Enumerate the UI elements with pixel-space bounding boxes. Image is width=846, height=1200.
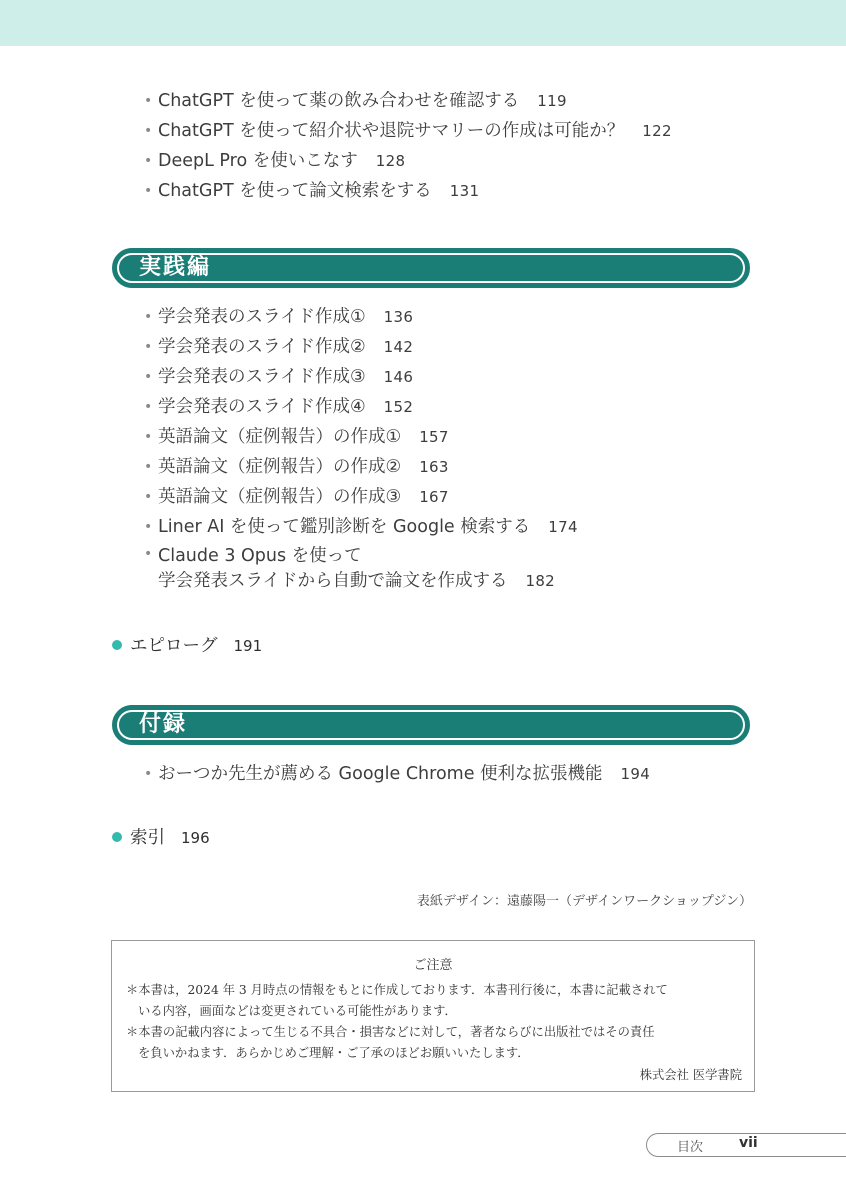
toc-item-page: 136 [383,308,414,326]
bullet-icon: • [144,519,153,535]
toc-item-title: DeepL Pro を使いこなす [158,151,358,171]
toc-item-title: ChatGPT を使って論文検索をする [158,181,432,201]
toc-item[interactable] [142,452,578,482]
toc-item-title: おーつか先生が薦める Google Chrome 便利な拡張機能 [158,764,603,784]
bullet-icon: • [144,123,153,139]
bullet-icon: • [144,766,153,782]
toc-item[interactable] [142,512,578,542]
toc-item[interactable] [142,542,578,594]
section-header-jissen [112,248,750,288]
toc-item-title: 学会発表のスライド作成④ [158,397,366,417]
bullet-icon: • [144,153,153,169]
toc-item-page: 152 [383,398,414,416]
toc-item-title: 英語論文（症例報告）の作成② [158,457,402,477]
dot-bullet-icon [112,640,122,650]
toc-item-page: 174 [548,518,578,536]
toc-item-title: ChatGPT を使って薬の飲み合わせを確認する [158,91,520,111]
toc-item[interactable] [142,302,578,332]
dot-bullet-icon [112,832,122,842]
toc-item-page: 194 [620,765,651,783]
notice-line: を負いかねます．あらかじめご理解・ご了承のほどお願いいたします． [138,1046,530,1060]
folio-section: 目次 [677,1140,704,1155]
entry-page: 196 [181,829,210,847]
toc-item-page: 157 [419,428,449,446]
publisher-name: 株式会社 医学書院 [639,1068,742,1082]
section-title: 実践編 [139,255,212,280]
toc-entry-epilogue[interactable] [112,634,262,658]
toc-list-furoku [142,759,650,789]
toc-item-title: 学会発表のスライド作成① [158,307,366,327]
toc-item-title: 学会発表のスライド作成③ [158,367,366,387]
toc-item[interactable] [142,759,650,789]
page-folio [646,1133,846,1157]
toc-item[interactable] [142,422,578,452]
toc-item-title-line2: 学会発表スライドから自動で論文を作成する [158,571,508,591]
toc-item-title: 学会発表のスライド作成② [158,337,366,357]
toc-item[interactable] [142,482,578,512]
toc-item-page: 142 [383,338,414,356]
notice-line: ＊本書の記載内容によって生じる不具合・損害などに対して，著者ならびに出版社ではその責任 [126,1025,655,1039]
entry-page: 191 [233,637,263,655]
toc-list-jissen [142,302,578,594]
section-title: 付録 [139,712,188,737]
bullet-icon: • [144,369,153,385]
toc-item-page: 122 [642,122,672,140]
toc-item-page: 119 [537,92,567,110]
bullet-icon: • [144,489,153,505]
toc-item-title: Liner AI を使って鑑別診断を Google 検索する [158,517,531,537]
toc-item[interactable] [142,86,672,116]
notice-box [111,940,755,1092]
bullet-icon: • [144,183,153,199]
toc-list-previous [142,86,672,206]
toc-item-title: 英語論文（症例報告）の作成① [158,427,402,447]
toc-item[interactable] [142,332,578,362]
entry-title: 索引 [130,828,165,848]
toc-item-title-line1: Claude 3 Opus を使って [158,546,362,566]
notice-line: ＊本書は，2024 年 3 月時点の情報をもとに作成しております．本書刊行後に，本書に記載されて [126,983,668,997]
notice-title: ご注意 [413,958,453,973]
toc-item-page: 146 [383,368,414,386]
toc-item-page: 128 [375,152,406,170]
toc-item[interactable] [142,392,578,422]
bullet-icon: • [144,399,153,415]
folio-page-number: vii [739,1135,758,1151]
toc-item[interactable] [142,146,672,176]
bullet-icon: • [144,546,153,562]
toc-entry-index[interactable] [112,826,210,850]
toc-item-page: 131 [449,182,480,200]
bullet-icon: • [144,339,153,355]
bullet-icon: • [144,429,153,445]
toc-item-page: 167 [419,488,449,506]
toc-item[interactable] [142,176,672,206]
notice-line: いる内容，画面などは変更されている可能性があります． [138,1004,457,1018]
section-header-furoku [112,705,750,745]
bullet-icon: • [144,93,153,109]
toc-item-title: 英語論文（症例報告）の作成③ [158,487,402,507]
bullet-icon: • [144,309,153,325]
toc-item[interactable] [142,116,672,146]
entry-title: エピローグ [130,636,218,656]
toc-item-page: 163 [419,458,449,476]
toc-item[interactable] [142,362,578,392]
toc-item-title: ChatGPT を使って紹介状や退院サマリーの作成は可能か？ [158,121,625,141]
cover-design-credit: 表紙デザイン：遠藤陽一（デザインワークショップジン） [416,894,752,909]
toc-item-page: 182 [525,572,556,590]
bullet-icon: • [144,459,153,475]
header-band [0,0,846,46]
